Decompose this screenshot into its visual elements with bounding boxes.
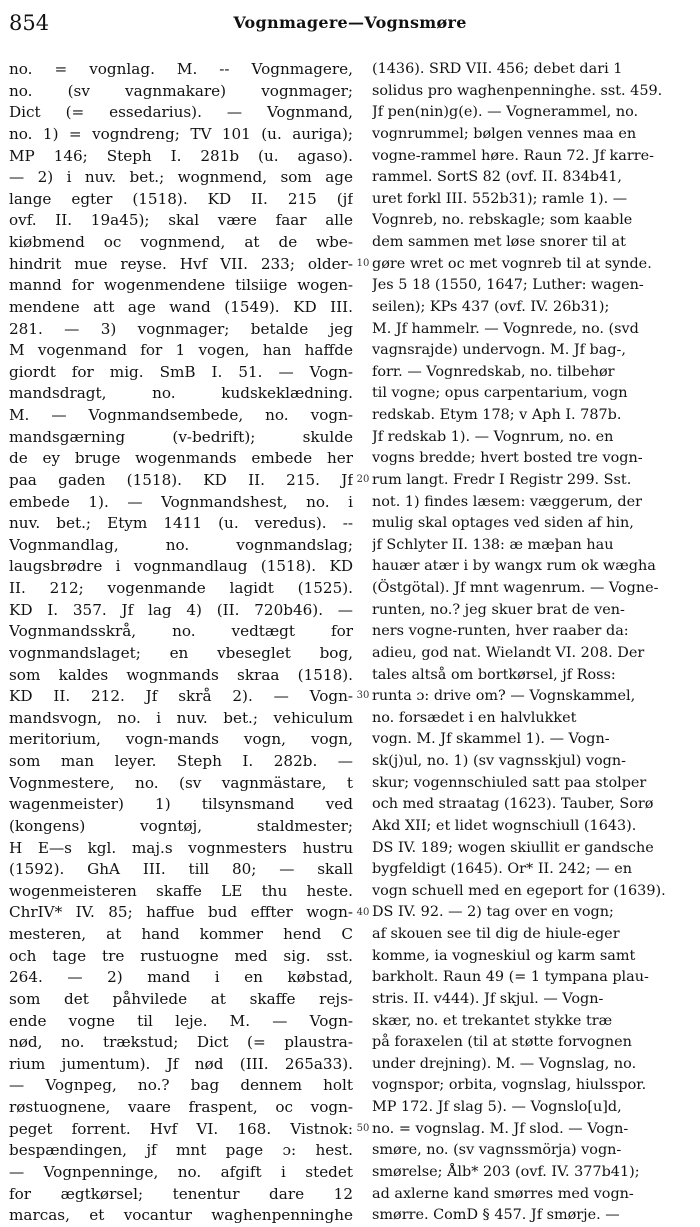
left-column-line: no. 1) = vogndreng; TV 101 (u. auriga); xyxy=(9,124,353,143)
left-column-line: II. 212; vogenmande lagidt (1525). xyxy=(9,579,353,597)
left-column-line: — Vognpenninge, no. afgift i stedet xyxy=(9,1162,353,1181)
right-column-line: ad axlerne kand smørres med vogn- xyxy=(372,1185,634,1202)
right-column-line: på foraxelen (til at støtte forvognen xyxy=(372,1034,632,1051)
right-column-line: och med straatag (1623). Tauber, Sorø xyxy=(372,796,654,813)
right-column-line: smørelse; Ålb* 203 (ovf. IV. 377b41); xyxy=(372,1163,640,1180)
right-column-line: not. 1) findes læsem: væggerum, der xyxy=(372,493,643,510)
right-column-line: vognrummel; bølgen vennes maa en xyxy=(372,125,637,142)
margin-line-number: 50 xyxy=(356,1122,370,1134)
left-column-line: Vognmandsskrå, no. vedtægt for xyxy=(9,622,353,641)
right-column-line: forr. — Vognredskab, no. tilbehør xyxy=(372,363,615,380)
right-column-line: vogn schuell med en egeport for (1639). xyxy=(372,882,666,899)
left-column-line: for ægtkørsel; tenentur dare 12 xyxy=(9,1184,353,1203)
right-column-line: seilen); KPs 437 (ovf. IV. 26b31); xyxy=(372,298,610,315)
right-column-line: bygfeldigt (1645). Or* II. 242; — en xyxy=(372,861,632,878)
right-column-line: MP 172. Jf slag 5). — Vognslo[u]d, xyxy=(372,1099,622,1115)
left-column-line: wagenmeister) 1) tilsynsmand ved xyxy=(9,795,353,814)
right-column-line: (1436). SRD VII. 456; debet dari 1 xyxy=(372,61,623,77)
right-column-line: vagnsrajde) undervogn. M. Jf bag-, xyxy=(372,342,626,359)
right-column-line: til vogne; opus carpentarium, vogn xyxy=(372,385,628,402)
left-column-line: laugsbrødre i vognmandlaug (1518). KD xyxy=(9,557,353,576)
left-column-line: rium jumentum). Jf nød (III. 265a33). xyxy=(9,1054,353,1073)
running-title: Vognmagere—Vognsmøre xyxy=(233,13,467,32)
right-column-line: DS IV. 92. — 2) tag over en vogn; xyxy=(372,904,614,921)
left-column-line: mesteren, at hand kommer hend C xyxy=(9,925,353,943)
right-column-line: vognspor; orbita, vognslag, hiulsspor. xyxy=(372,1077,647,1094)
left-column-line: H E—s kgl. maj.s vognmesters hustru xyxy=(9,838,353,857)
left-column-line: nød, no. trækstud; Dict (= plaustra- xyxy=(9,1033,353,1052)
left-column-line: ovf. II. 19a45); skal være faar alle xyxy=(9,211,353,230)
right-column-line: hauær atær i by wangx rum ok wægha xyxy=(372,558,656,575)
right-column-line: rammel. SortS 82 (ovf. II. 834b41, xyxy=(372,169,622,186)
left-column-line: Vognmestere, no. (sv vagnmästare, t xyxy=(9,773,353,792)
left-column-line: och tage tre rustuogne med sig. sst. xyxy=(9,946,353,965)
right-column-line: af skouen see til dig de hiule-eger xyxy=(372,926,620,942)
left-column-line: Vognmandlag, no. vognmandslag; xyxy=(9,535,353,554)
left-column-line: embede 1). — Vognmandshest, no. i xyxy=(9,492,353,511)
right-column-line: Jf redskab 1). — Vognrum, no. en xyxy=(372,428,614,445)
left-column-line: M. — Vognmandsembede, no. vogn- xyxy=(9,406,353,424)
left-column-line: mandsvogn, no. i nuv. bet.; vehiculum xyxy=(9,708,353,727)
right-column-line: solidus pro waghenpenninghe. sst. 459. xyxy=(372,82,663,99)
left-column-line: som det påhvilede at skaffe rejs- xyxy=(9,989,353,1008)
page-header xyxy=(0,0,700,40)
right-column-line: runta ɔ: drive om? — Vognskammel, xyxy=(372,688,636,705)
right-column-line: sk(j)ul, no. 1) (sv vagnsskjul) vogn- xyxy=(372,753,627,769)
left-column-line: M vogenmand for 1 vogen, han haffde xyxy=(9,341,353,360)
right-column-line: (Östgötal). Jf mnt wagenrum. — Vogne- xyxy=(372,580,659,596)
right-column-line: vogn. M. Jf skammel 1). — Vogn- xyxy=(372,731,610,748)
margin-line-number: 40 xyxy=(356,906,370,918)
left-column-line: (kongens) vogntøj, staldmester; xyxy=(9,816,353,835)
margin-line-number: 20 xyxy=(356,473,370,485)
right-column-line: Vognreb, no. rebskagle; som kaable xyxy=(372,212,633,229)
right-column-line: no. = vognslag. M. Jf slod. — Vogn- xyxy=(372,1120,629,1137)
right-column-line: smørre. ComD § 457. Jf smørje. — xyxy=(372,1207,620,1224)
right-column-line: runten, no.? jeg skuer brat de ven- xyxy=(372,601,625,618)
right-column-line: mulig skal optages ved siden af hin, xyxy=(372,515,634,532)
left-column-line: 281. — 3) vognmager; betalde jeg xyxy=(9,319,353,338)
left-column-line: no. = vognlag. M. -- Vognmagere, xyxy=(9,60,353,78)
margin-line-number: 10 xyxy=(356,257,370,269)
right-column-line: dem sammen met løse snorer til at xyxy=(372,234,626,250)
left-column-line: MP 146; Steph I. 281b (u. agaso). xyxy=(9,146,353,165)
left-column-line: KD II. 212. Jf skrå 2). — Vogn- xyxy=(9,687,353,706)
left-column-line: marcas, et vocantur waghenpenninghe xyxy=(9,1206,353,1225)
left-column-line: vognmandslaget; en vbeseglet bog, xyxy=(9,643,353,662)
right-column-line: skær, no. et trekantet stykke træ xyxy=(372,1012,613,1029)
right-column-line: uret forkl III. 552b31); ramle 1). — xyxy=(372,190,628,207)
right-column-line: Akd XII; et lidet wognschiull (1643). xyxy=(372,817,637,834)
left-column-line: ende vogne til leje. M. — Vogn- xyxy=(9,1011,353,1030)
left-column-line: mandsgærning (v-bedrift); skulde xyxy=(9,427,353,446)
right-column-line: M. Jf hammelr. — Vognrede, no. (svd xyxy=(372,320,639,337)
right-column-line: vogns bredde; hvert bosted tre vogn- xyxy=(372,450,643,467)
left-column-line: ChrIV* IV. 85; haffue bud effter wogn- xyxy=(9,903,353,922)
left-column-line: lange egter (1518). KD II. 215 (jf xyxy=(9,189,353,208)
left-column-line: no. (sv vagnmakare) vognmager; xyxy=(9,81,353,100)
left-column-line: wogenmeisteren skaffe LE thu heste. xyxy=(9,881,353,900)
right-column-line: Jf pen(nin)g(e). — Vognerammel, no. xyxy=(372,104,639,121)
left-column-line: — Vognpeg, no.? bag dennem holt xyxy=(9,1076,353,1095)
left-column-line: KD I. 357. Jf lag 4) (II. 720b46). — xyxy=(9,600,353,619)
left-column-line: Dict (= essedarius). — Vognmand, xyxy=(9,103,353,122)
left-column-line: kiøbmend oc vognmend, at de wbe- xyxy=(9,233,353,251)
left-column-line: meritorium, vogn-mands vogn, vogn, xyxy=(9,730,353,749)
right-column-line: ners vogne-runten, hver raaber da: xyxy=(372,623,629,640)
left-column-line: paa gaden (1518). KD II. 215. Jf xyxy=(9,470,353,489)
left-column-line: røstuognene, vaare fraspent, oc vogn- xyxy=(9,1098,353,1116)
left-column-line: — 2) i nuv. bet.; wognmend, som age xyxy=(9,168,353,187)
left-column-line: mannd for wogenmendene tilsiige wogen- xyxy=(9,276,353,295)
right-column-line: under drejning). M. — Vognslag, no. xyxy=(372,1055,637,1072)
right-column-line: no. forsædet i en halvlukket xyxy=(372,709,577,726)
left-column-line: nuv. bet.; Etym 1411 (u. veredus). -- xyxy=(9,514,353,533)
margin-line-number: 30 xyxy=(356,690,370,702)
left-column-line: de ey bruge wogenmands embede her xyxy=(9,449,353,468)
right-column-line: jf Schlyter II. 138: æ mæþan hau xyxy=(372,536,614,553)
right-column-line: redskab. Etym 178; v Aph I. 787b. xyxy=(372,407,622,423)
left-column-line: giordt for mig. SmB I. 51. — Vogn- xyxy=(9,362,353,381)
right-column-line: vogne-rammel høre. Raun 72. Jf karre- xyxy=(372,147,654,164)
right-column-line: smøre, no. (sv vagnssmörja) vogn- xyxy=(372,1142,622,1159)
right-column-line: komme, ia vogneskiul og karm samt xyxy=(372,947,636,964)
left-column-line: 264. — 2) mand i en købstad, xyxy=(9,968,353,987)
right-column-line: skur; vogennschiuled satt paa stolper xyxy=(372,774,647,791)
right-column-line: barkholt. Raun 49 (= 1 tympana plau- xyxy=(372,969,649,986)
right-column-line: stris. II. v444). Jf skjul. — Vogn- xyxy=(372,990,604,1007)
left-column-line: mandsdragt, no. kudskeklædning. xyxy=(9,384,353,403)
right-column-line: gøre wret oc met vognreb til at synde. xyxy=(372,255,652,272)
left-column-line: (1592). GhA III. till 80; — skall xyxy=(9,860,353,879)
left-column-line: mendene att age wand (1549). KD III. xyxy=(9,297,353,316)
right-column-line: DS IV. 189; wogen skiullit er gandsche xyxy=(372,839,654,856)
right-column-line: tales altså om bortkørsel, jf Ross: xyxy=(372,666,616,683)
left-column-line: peget forrent. Hvf VI. 168. Vistnok: xyxy=(9,1119,353,1138)
right-column-line: adieu, god nat. Wielandt VI. 208. Der xyxy=(372,644,645,661)
left-column-line: som kaldes wognmands skraa (1518). xyxy=(9,665,353,684)
right-column-line: Jes 5 18 (1550, 1647; Luther: wagen- xyxy=(372,277,644,294)
left-column xyxy=(9,59,353,1227)
left-column-line: bespændingen, jf mnt page ɔ: hest. xyxy=(9,1141,353,1160)
right-column-line: rum langt. Fredr I Registr 299. Sst. xyxy=(372,471,632,488)
right-column xyxy=(372,59,694,1227)
left-column-line: hindrit mue reyse. Hvf VII. 233; older- xyxy=(9,254,353,273)
left-column-line: som man leyer. Steph I. 282b. — xyxy=(9,752,353,770)
page-number: 854 xyxy=(9,11,50,35)
